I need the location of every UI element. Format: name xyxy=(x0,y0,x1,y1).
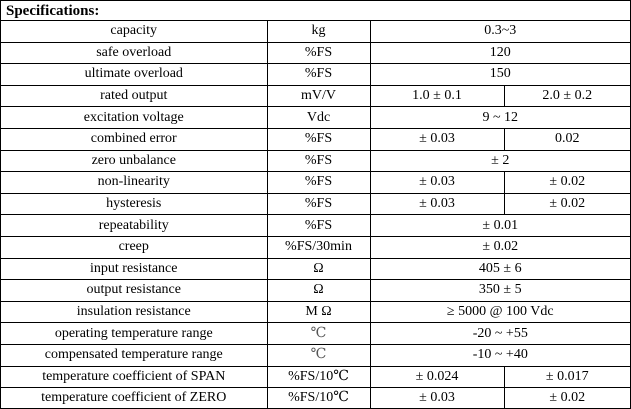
spec-row xyxy=(1,172,630,194)
spec-unit: Ω xyxy=(267,280,370,302)
spec-row xyxy=(1,215,630,237)
spec-row xyxy=(1,128,630,150)
spec-parameter: excitation voltage xyxy=(1,107,267,129)
spec-value: 350 ± 5 xyxy=(370,280,630,302)
spec-value: 2.0 ± 0.2 xyxy=(504,85,630,107)
spec-row xyxy=(1,236,630,258)
spec-parameter: non-linearity xyxy=(1,172,267,194)
spec-parameter: compensated temperature range xyxy=(1,344,267,366)
spec-unit: %FS/30min xyxy=(267,236,370,258)
spec-unit: Vdc xyxy=(267,107,370,129)
spec-row xyxy=(1,301,630,323)
spec-unit: %FS xyxy=(267,172,370,194)
spec-unit: ℃ xyxy=(267,344,370,366)
spec-parameter: combined error xyxy=(1,128,267,150)
spec-row xyxy=(1,85,630,107)
spec-value: ± 0.02 xyxy=(504,388,630,409)
spec-value: 0.3~3 xyxy=(370,21,630,42)
spec-row xyxy=(1,64,630,86)
spec-value: 150 xyxy=(370,64,630,86)
spec-row xyxy=(1,150,630,172)
spec-value: ± 0.03 xyxy=(370,128,504,150)
spec-value: 9 ~ 12 xyxy=(370,107,630,129)
spec-row xyxy=(1,388,630,409)
spec-unit: M Ω xyxy=(267,301,370,323)
spec-value: -20 ~ +55 xyxy=(370,323,630,345)
spec-row xyxy=(1,193,630,215)
spec-parameter: repeatability xyxy=(1,215,267,237)
spec-unit: %FS/10℃ xyxy=(267,366,370,388)
spec-value: ± 0.024 xyxy=(370,366,504,388)
spec-value: ± 0.02 xyxy=(504,193,630,215)
specifications-title: Specifications: xyxy=(1,1,630,21)
spec-parameter: output resistance xyxy=(1,280,267,302)
spec-parameter: insulation resistance xyxy=(1,301,267,323)
spec-unit: mV/V xyxy=(267,85,370,107)
spec-parameter: rated output xyxy=(1,85,267,107)
spec-parameter: ultimate overload xyxy=(1,64,267,86)
spec-unit: %FS xyxy=(267,64,370,86)
spec-row xyxy=(1,258,630,280)
specifications-table xyxy=(1,21,630,409)
spec-row xyxy=(1,323,630,345)
spec-value: 120 xyxy=(370,42,630,64)
spec-parameter: operating temperature range xyxy=(1,323,267,345)
spec-value: ± 0.03 xyxy=(370,388,504,409)
spec-row xyxy=(1,366,630,388)
spec-row xyxy=(1,107,630,129)
spec-value: 0.02 xyxy=(504,128,630,150)
spec-unit: %FS/10℃ xyxy=(267,388,370,409)
spec-row xyxy=(1,344,630,366)
spec-value: ± 0.03 xyxy=(370,172,504,194)
spec-unit: %FS xyxy=(267,128,370,150)
spec-value: 405 ± 6 xyxy=(370,258,630,280)
spec-unit: kg xyxy=(267,21,370,42)
spec-parameter: capacity xyxy=(1,21,267,42)
spec-row xyxy=(1,42,630,64)
spec-parameter: hysteresis xyxy=(1,193,267,215)
spec-value: ± 0.01 xyxy=(370,215,630,237)
spec-value: ± 2 xyxy=(370,150,630,172)
spec-row xyxy=(1,280,630,302)
spec-value: ± 0.02 xyxy=(504,172,630,194)
spec-parameter: temperature coefficient of ZERO xyxy=(1,388,267,409)
spec-parameter: input resistance xyxy=(1,258,267,280)
specifications-table-body xyxy=(1,21,630,409)
spec-value: 1.0 ± 0.1 xyxy=(370,85,504,107)
spec-unit: Ω xyxy=(267,258,370,280)
spec-value: ≥ 5000 @ 100 Vdc xyxy=(370,301,630,323)
spec-unit: %FS xyxy=(267,215,370,237)
spec-unit: %FS xyxy=(267,150,370,172)
spec-parameter: zero unbalance xyxy=(1,150,267,172)
spec-parameter: safe overload xyxy=(1,42,267,64)
spec-unit: %FS xyxy=(267,193,370,215)
spec-value: ± 0.02 xyxy=(370,236,630,258)
spec-value: ± 0.017 xyxy=(504,366,630,388)
spec-value: ± 0.03 xyxy=(370,193,504,215)
spec-row xyxy=(1,21,630,42)
spec-unit: ℃ xyxy=(267,323,370,345)
spec-parameter: creep xyxy=(1,236,267,258)
spec-unit: %FS xyxy=(267,42,370,64)
spec-value: -10 ~ +40 xyxy=(370,344,630,366)
spec-parameter: temperature coefficient of SPAN xyxy=(1,366,267,388)
